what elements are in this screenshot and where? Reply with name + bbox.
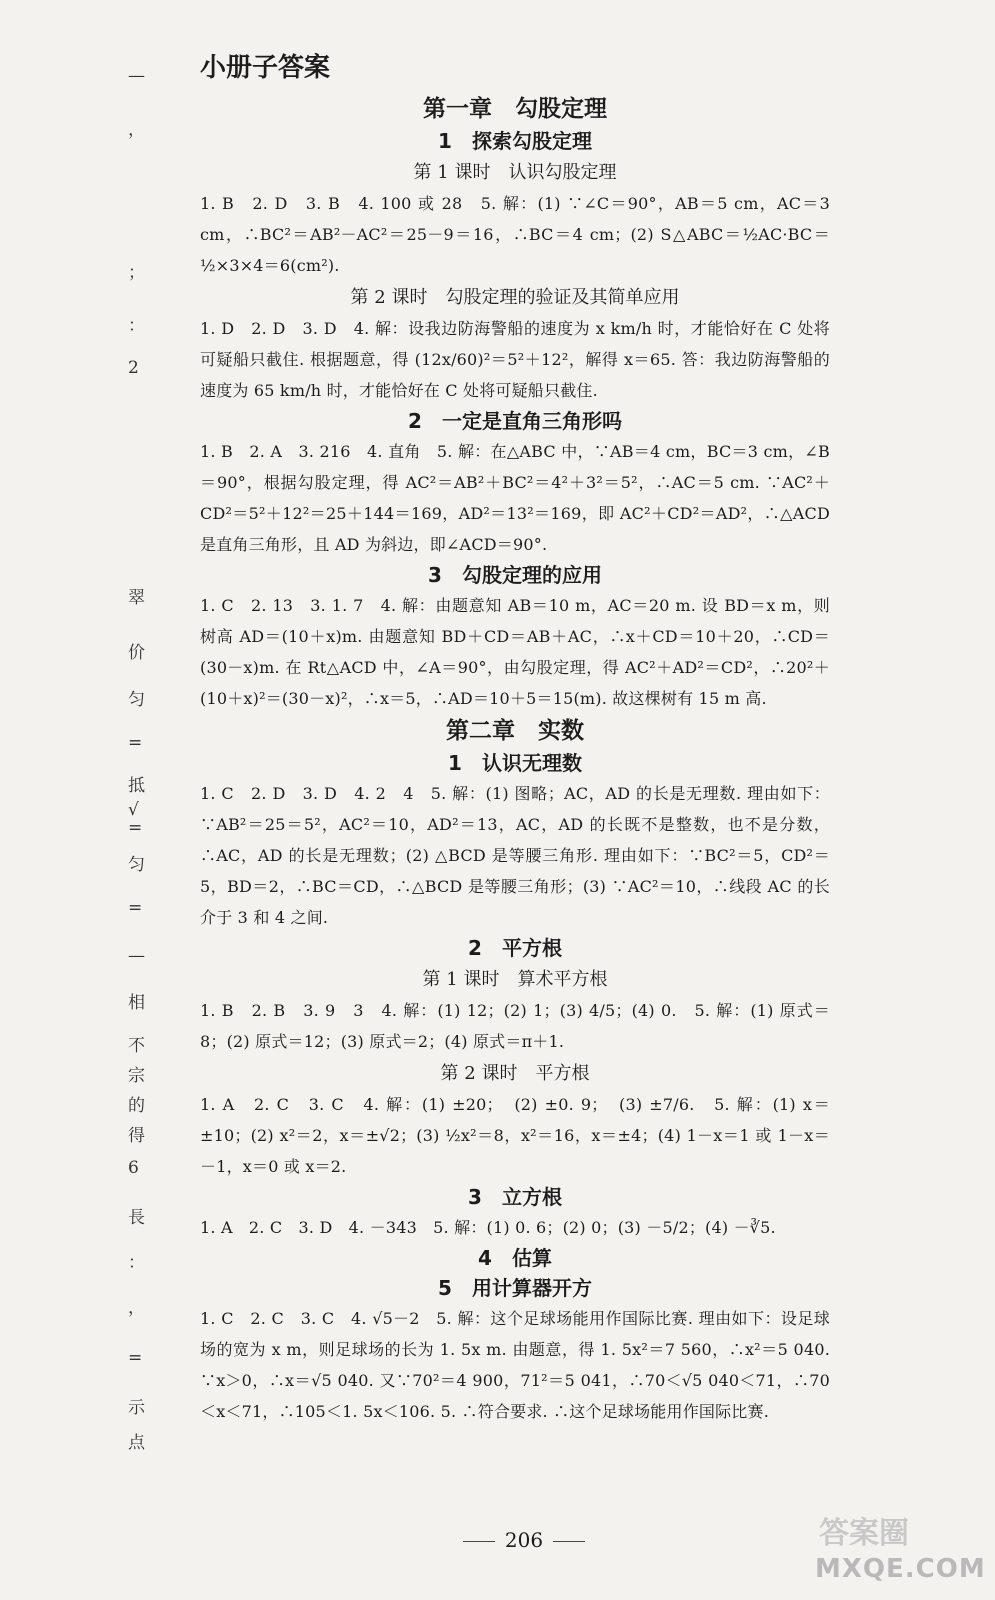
margin-mark: = [128,818,143,838]
lesson-2-2-2-title: 第 2 课时 平方根 [440,1063,590,1084]
watermark-logo [815,1500,985,1590]
margin-mark: 匀 [128,855,145,875]
footer-dash-right [553,1541,585,1542]
lesson-1-1-2-answers: 1. D 2. D 3. D 4. 解：设我边防海警船的速度为 x km/h 时，才能恰好在 C 处将可疑船只截住. 根据题意，得 (12x/60)²＝5²＋12²，解得 x＝65. 答：我边防海警船的速度为 65 km/h 时，才能恰好在 C 处将可疑船只截住. [200,319,830,400]
section-1-2-answers: 1. B 2. A 3. 216 4. 直角 5. 解：在△ABC 中，∵AB＝4 cm，BC＝3 cm，∠B＝90°，根据勾股定理，得 AC²＝AB²＋BC²＝4²＋3²＝5²，∴AC＝5 cm. ∵AC²＋CD²＝5²＋12²＝25＋144＝169，AD²＝13²＝169，即 AC²＋CD²＝AD²，∴△ACD 是直角三角形，且 AD 为斜边，即∠ACD＝90°. [200,442,830,554]
margin-mark: 点 [128,1433,145,1453]
margin-mark: 長 [128,1208,145,1228]
lesson-1-1-1-answers: 1. B 2. D 3. B 4. 100 或 28 5. 解：(1) ∵∠C＝90°，AB＝5 cm，AC＝3 cm，∴BC²＝AB²－AC²＝25－9＝16，∴BC＝4 cm；(2) S△ABC＝½AC·BC＝½×3×4＝6(cm²). [200,194,830,275]
section-2-3-answers: 1. A 2. C 3. D 4. －343 5. 解：(1) 0. 6；(2) 0；(3) －5/2；(4) －∛5. [200,1218,776,1237]
footer-dash-left [463,1541,495,1542]
margin-mark: = [128,898,143,918]
section-1-3-answers: 1. C 2. 13 3. 1. 7 4. 解：由题意知 AB＝10 m，AC＝20 m. 设 BD＝x m，则树高 AD＝(10＋x)m. 由题意知 BD＋CD＝AB＋AC，∴x＋CD＝10＋20，∴CD＝(30－x)m. 在 Rt△ACD 中，∠A＝90°，由勾股定理，得 AC²＋AD²＝CD²，∴20²＋(10＋x)²＝(30－x)²，∴x＝5，∴AD＝10＋5＝15(m). 故这棵树有 15 m 高. [200,596,830,708]
margin-mark: 2 [128,358,139,378]
answer-content [200,50,830,1427]
margin-mark: — [128,66,145,86]
margin-mark: 宗 [128,1066,145,1086]
lesson-1-1-1-title: 第 1 课时 认识勾股定理 [413,162,617,183]
margin-mark: ： [128,316,145,336]
lesson-2-2-1-answers: 1. B 2. B 3. 9 3 4. 解：(1) 12；(2) 1；(3) 4/5；(4) 0. 5. 解：(1) 原式＝8；(2) 原式＝12；(3) 原式＝2；(4) 原式＝π＋1. [200,1001,830,1051]
margin-mark: 翠 [128,588,145,608]
chapter-1-title: 第一章 勾股定理 [423,96,607,122]
margin-mark: 抵 [128,776,145,796]
margin-mark: 不 [128,1036,145,1056]
margin-mark: 价 [128,643,145,663]
section-2-3-title: 3 立方根 [468,1185,562,1209]
margin-mark: √ [128,800,139,820]
margin-mark: = [128,1348,143,1368]
section-2-5-answers: 1. C 2. C 3. C 4. √5－2 5. 解：这个足球场能用作国际比赛. 理由如下：设足球场的宽为 x m，则足球场的长为 1. 5x m. 由题意，得 1. 5x²＝7 560，∴x²＝5 040. ∵x＞0，∴x＝√5 040. 又∵70²＝4 900，71²＝5 041，∴70＜√5 040＜71，∴70＜x＜71，∴105＜1. 5x＜106. 5. ∴符合要求. ∴这个足球场能用作国际比赛. [200,1309,830,1421]
section-1-3-title: 3 勾股定理的应用 [428,563,602,587]
section-2-2-title: 2 平方根 [468,936,562,960]
margin-mark: — [128,946,145,966]
chapter-2-title: 第二章 实数 [446,718,584,744]
section-2-1-answers: 1. C 2. D 3. D 4. 2 4 5. 解：(1) 图略；AC，AD 的长是无理数. 理由如下：∵AB²＝25＝5²，AC²＝10，AD²＝13，AC，AD 的长既不是整数，也不是分数，∴AC，AD 的长是无理数；(2) △BCD 是等腰三角形. 理由如下：∵BC²＝5，CD²＝5，BD＝2，∴BC＝CD，∴△BCD 是等腰三角形；(3) ∵AC²＝10，∴线段 AC 的长介于 3 和 4 之间. [200,784,830,927]
page-footer [444,1528,604,1552]
margin-mark: ： [128,1253,145,1273]
margin-mark: 示 [128,1398,145,1418]
lesson-2-2-2-answers: 1. A 2. C 3. C 4. 解：(1) ±20； (2) ±0. 9； (3) ±7/6. 5. 解：(1) x＝±10；(2) x²＝2，x＝±√2；(3) ½x²＝8，x²＝16，x＝±4；(4) 1－x＝1 或 1－x＝－1，x＝0 或 x＝2. [200,1095,830,1176]
margin-mark: ， [128,120,145,140]
watermark-top-text: 答案圈 [819,1516,909,1551]
margin-mark: 6 [128,1158,139,1178]
page-number: 206 [504,1528,544,1552]
book-title: 小册子答案 [200,53,331,83]
margin-mark: 匀 [128,690,145,710]
margin-mark: 的 [128,1096,145,1116]
section-1-2-title: 2 一定是直角三角形吗 [408,409,622,433]
margin-mark: ； [128,263,145,283]
margin-mark: = [128,733,143,753]
section-1-1-title: 1 探索勾股定理 [438,129,592,153]
margin-mark: ， [128,1298,145,1318]
margin-mark: 得 [128,1126,145,1146]
margin-mark: 相 [128,993,145,1013]
watermark-url-text: MXQE.COM [815,1554,986,1584]
lesson-1-1-2-title: 第 2 课时 勾股定理的验证及其简单应用 [350,287,680,308]
section-2-5-title: 5 用计算器开方 [438,1276,592,1300]
section-2-4-title: 4 估算 [478,1246,552,1270]
section-2-1-title: 1 认识无理数 [448,751,582,775]
lesson-2-2-1-title: 第 1 课时 算术平方根 [422,969,608,990]
